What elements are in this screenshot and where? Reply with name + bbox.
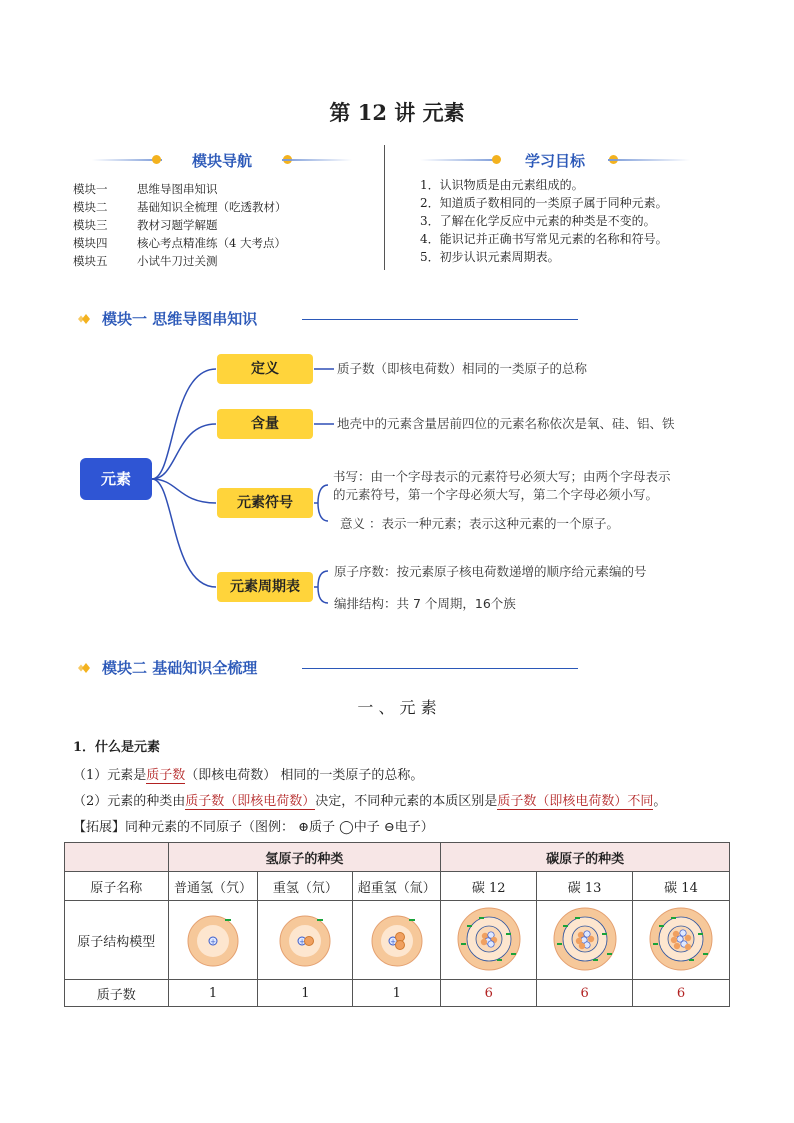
paragraph-1 [73,764,423,783]
nav-item[interactable] [73,180,287,198]
table-header: 氢原子的种类 [168,843,441,872]
mindmap-note: 原子序数：按元素原子核电荷数递增的顺序给元素编的号 [334,564,647,579]
nav-item-label: 教材习题学解题 [137,218,218,232]
nav-item-label: 核心考点精准练（4 大考点） [137,236,286,250]
nav-item-key: 模块三 [73,218,108,232]
text: （即核电荷数） 相同的一类原子的总称。 [185,768,424,783]
mindmap-branch: 元素周期表 [217,572,313,602]
table-cell: 碳 14 [633,872,730,901]
svg-text:+: + [389,938,396,946]
nav-item[interactable] [73,252,287,270]
table-cell: 1 [258,980,353,1007]
module1-rule [302,319,578,320]
extension-note: 【拓展】同种元素的不同原子（图例： ⊕质子 ◯中子 ⊖电子） [73,820,434,835]
goal-item: 2．知道质子数相同的一类原子属于同种元素。 [420,196,668,210]
table-cell: 重氢（氘） [258,872,353,901]
text: 。 [653,794,667,809]
mindmap-note: 质子数（即核电荷数）相同的一类原子的总称 [337,361,588,376]
page-title: 第 12 讲 元素 [329,100,465,125]
atoms-table [64,842,730,1007]
module2-title: 模块二 基础知识全梳理 [102,659,258,677]
row-label: 原子名称 [65,872,169,901]
module1-heading [78,308,578,330]
table-row [65,872,730,901]
mindmap-branch: 元素符号 [217,488,313,518]
goal-item: 3．了解在化学反应中元素的种类是不变的。 [420,214,656,228]
table-cell [633,901,730,980]
answer-blank: 质子数（即核电荷数）不同 [497,794,654,809]
table-cell [258,901,353,980]
question-heading: 1．什么是元素 [73,740,161,755]
table-cell [353,901,441,980]
nav-item[interactable] [73,216,287,234]
table-cell: 超重氢（氚） [353,872,441,901]
goal-item: 5．初步认识元素周期表。 [420,250,560,264]
hydrogen-atom-model [175,903,251,973]
heading-line-right [608,159,690,161]
paragraph-2 [73,790,666,809]
table-cell [537,901,633,980]
table-row [65,980,730,1007]
nav-heading [92,150,352,170]
nav-item-label: 基础知识全梳理（吃透教材） [137,200,287,214]
table-cell [168,901,258,980]
text: 决定，不同种元素的本质区别是 [315,794,498,809]
table-cell: 1 [353,980,441,1007]
text: （2）元素的种类由 [73,794,186,809]
tritium-atom-model [359,903,435,973]
table-cell [441,901,537,980]
deuterium-atom-model [267,903,343,973]
carbon14-atom-model [643,903,719,973]
table-cell: 6 [633,980,730,1007]
heading-line-right [282,159,352,161]
mindmap-root: 元素 [80,458,152,500]
table-row [65,843,730,872]
carbon12-atom-model [451,903,527,973]
nav-item[interactable] [73,234,287,252]
table-cell [65,843,169,872]
answer-blank: 质子数 [146,768,186,783]
table-cell: 1 [168,980,258,1007]
goal-item: 4．能识记并正确书写常见元素的名称和符号。 [420,232,668,246]
table-cell: 普通氢（氕） [168,872,258,901]
nav-item-key: 模块二 [73,200,108,214]
mindmap-note: 的元素符号，第一个字母必须大写，第二个字母必须小写。 [333,487,659,502]
section-heading: 一 、 元 素 [357,698,437,717]
module2-rule [302,668,578,669]
mindmap-note: 编排结构：共 7 个周期，16个族 [334,596,516,611]
table-cell: 碳 13 [537,872,633,901]
nav-item-key: 模块五 [73,254,108,268]
row-label: 质子数 [65,980,169,1007]
diamond-icon [78,661,94,675]
goal-item: 1．认识物质是由元素组成的。 [420,178,584,192]
table-cell: 6 [537,980,633,1007]
row-label: 原子结构模型 [65,901,169,980]
table-row [65,901,730,980]
mindmap-note: 书写：由一个字母表示的元素符号必须大写；由两个字母表示 [333,469,671,484]
goals-heading [420,150,690,170]
nav-item-key: 模块一 [73,182,108,196]
table-header: 碳原子的种类 [441,843,730,872]
svg-text:+: + [210,938,216,946]
mindmap-branch: 定义 [217,354,313,384]
text: （1）元素是 [73,768,147,783]
answer-blank: 质子数（即核电荷数） [185,794,316,809]
column-divider [384,145,385,270]
mindmap-branch: 含量 [217,409,313,439]
carbon13-atom-model [547,903,623,973]
module1-title: 模块一 思维导图串知识 [102,310,258,328]
goals-list [420,176,668,266]
mindmap-note: 地壳中的元素含量居前四位的元素名称依次是氧、硅、铝、铁 [337,416,675,431]
mindmap-note: 意义 ：表示一种元素；表示这种元素的一个原子。 [340,516,619,531]
nav-item[interactable] [73,198,287,216]
nav-list [73,180,287,270]
nav-item-label: 思维导图串知识 [137,182,218,196]
table-cell: 6 [441,980,537,1007]
nav-heading-text: 模块导航 [191,152,252,170]
nav-item-key: 模块四 [73,236,108,250]
svg-text:+: + [299,938,306,946]
goals-heading-text: 学习目标 [524,152,585,170]
diamond-icon [78,312,94,326]
module2-heading [78,657,578,679]
nav-item-label: 小试牛刀过关测 [137,254,218,268]
table-cell: 碳 12 [441,872,537,901]
